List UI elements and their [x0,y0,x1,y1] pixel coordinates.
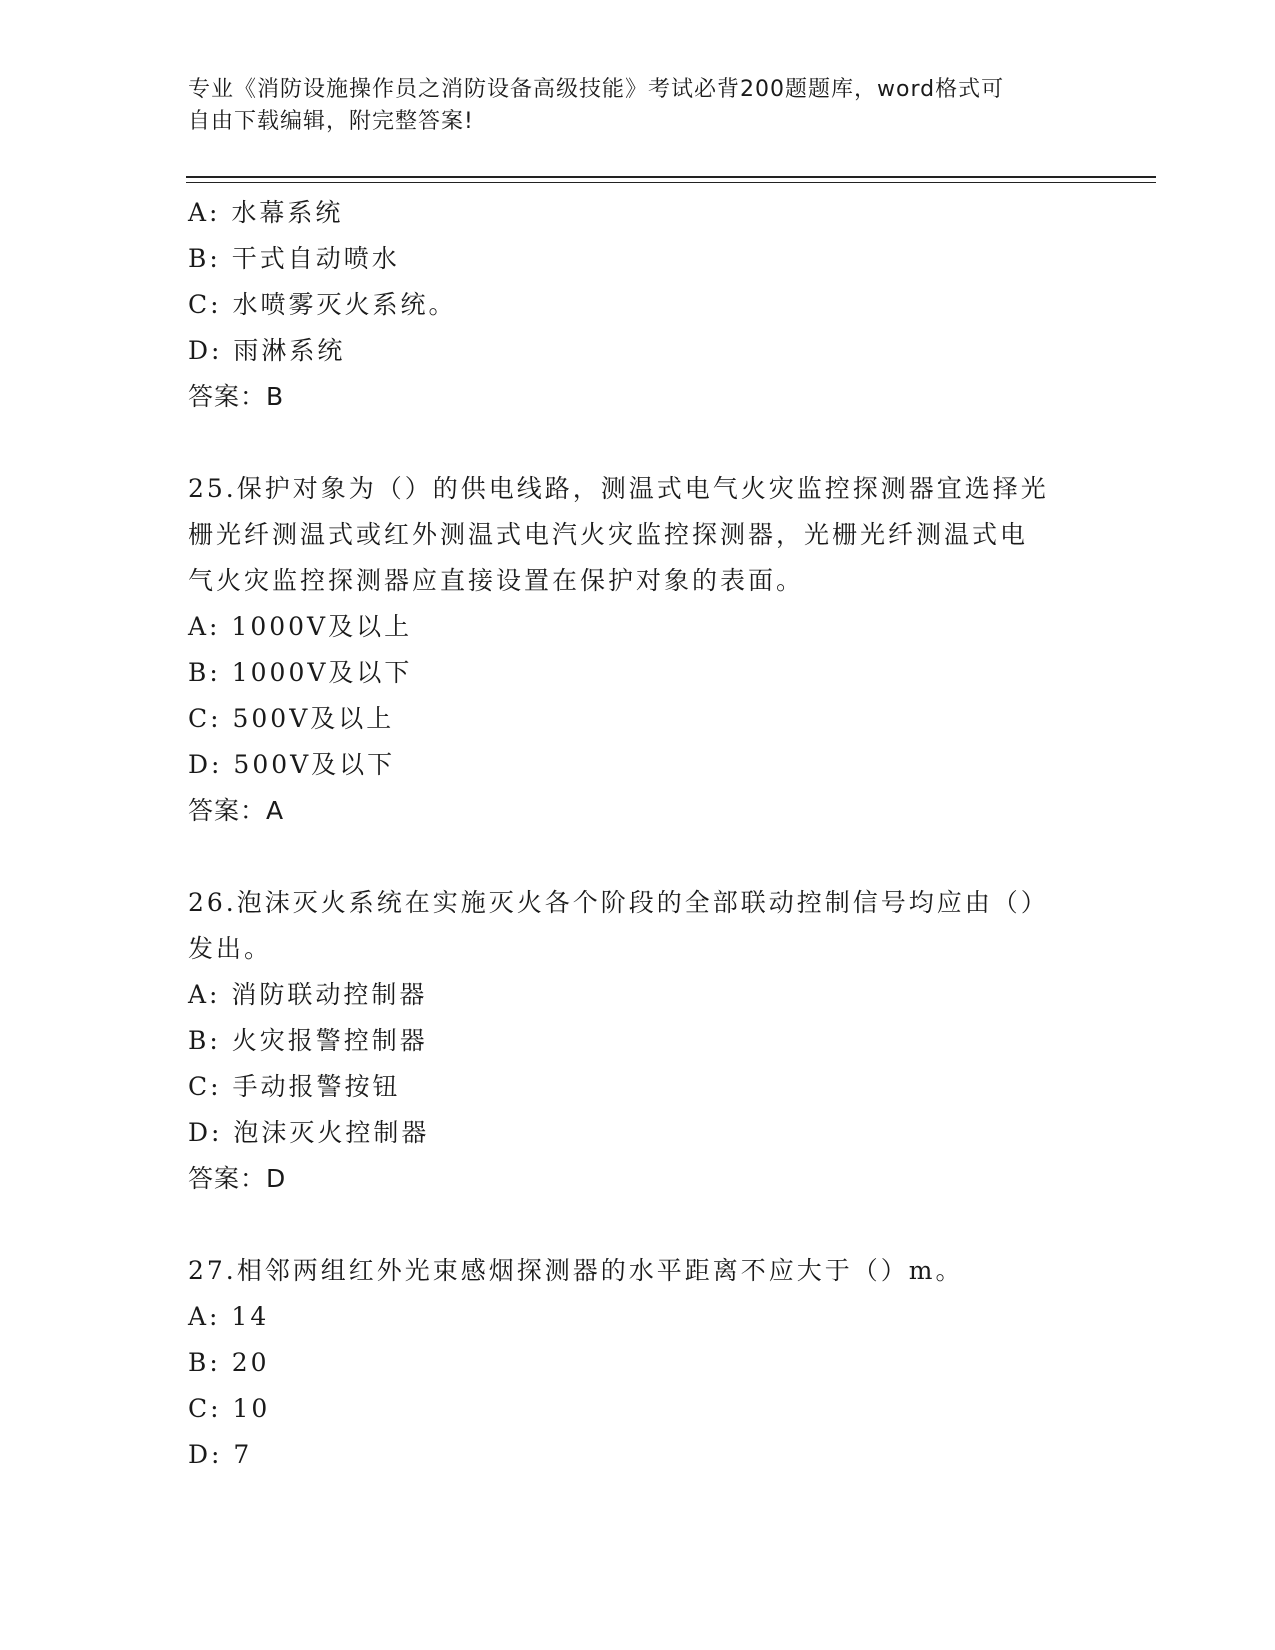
header-divider-thin [186,182,1156,183]
answer-line: 答案：A [188,796,285,825]
option-b: B: 1000V及以下 [188,658,413,687]
question-text-line: 25.保护对象为（）的供电线路，测温式电气火灾监控探测器宜选择光 [188,474,1049,503]
header-line-2: 自由下载编辑，附完整答案! [188,109,474,134]
question-text-line: 发出。 [188,934,273,963]
option-b: B: 火灾报警控制器 [188,1026,428,1055]
block-spacer [188,1202,1088,1248]
header-divider-thick [186,176,1156,178]
question-list [188,190,1088,1478]
option-d: D: 7 [188,1440,253,1469]
option-d: D: 雨淋系统 [188,336,346,365]
answer-line: 答案：B [188,382,285,411]
question-text-line: 26.泡沫灭火系统在实施灭火各个阶段的全部联动控制信号均应由（） [188,888,1049,917]
block-spacer [188,420,1088,466]
option-a: A: 14 [188,1302,270,1331]
question-text-line: 27.相邻两组红外光束感烟探测器的水平距离不应大于（）m。 [188,1256,964,1285]
question-block-26 [188,880,1088,1202]
question-block-27 [188,1248,1088,1478]
option-c: C: 500V及以上 [188,704,395,733]
header-line-1: 专业《消防设施操作员之消防设备高级技能》考试必背200题题库，word格式可 [188,77,1005,102]
option-b: B: 20 [188,1348,270,1377]
option-a: A: 1000V及以上 [188,612,413,641]
option-a: A: 消防联动控制器 [188,980,428,1009]
answer-line: 答案：D [188,1164,287,1193]
option-d: D: 500V及以下 [188,750,396,779]
question-block-25 [188,466,1088,834]
option-d: D: 泡沫灭火控制器 [188,1118,430,1147]
question-text-line: 栅光纤测温式或红外测温式电汽火灾监控探测器，光栅光纤测温式电 [188,520,1029,549]
question-text-line: 气火灾监控探测器应直接设置在保护对象的表面。 [188,566,805,595]
option-c: C: 10 [188,1394,271,1423]
option-b: B: 干式自动喷水 [188,244,400,273]
option-c: C: 手动报警按钮 [188,1072,401,1101]
option-a: A: 水幕系统 [188,198,344,227]
document-header [188,74,1068,138]
block-spacer [188,834,1088,880]
option-c: C: 水喷雾灭火系统。 [188,290,457,319]
question-block-24 [188,190,1088,420]
